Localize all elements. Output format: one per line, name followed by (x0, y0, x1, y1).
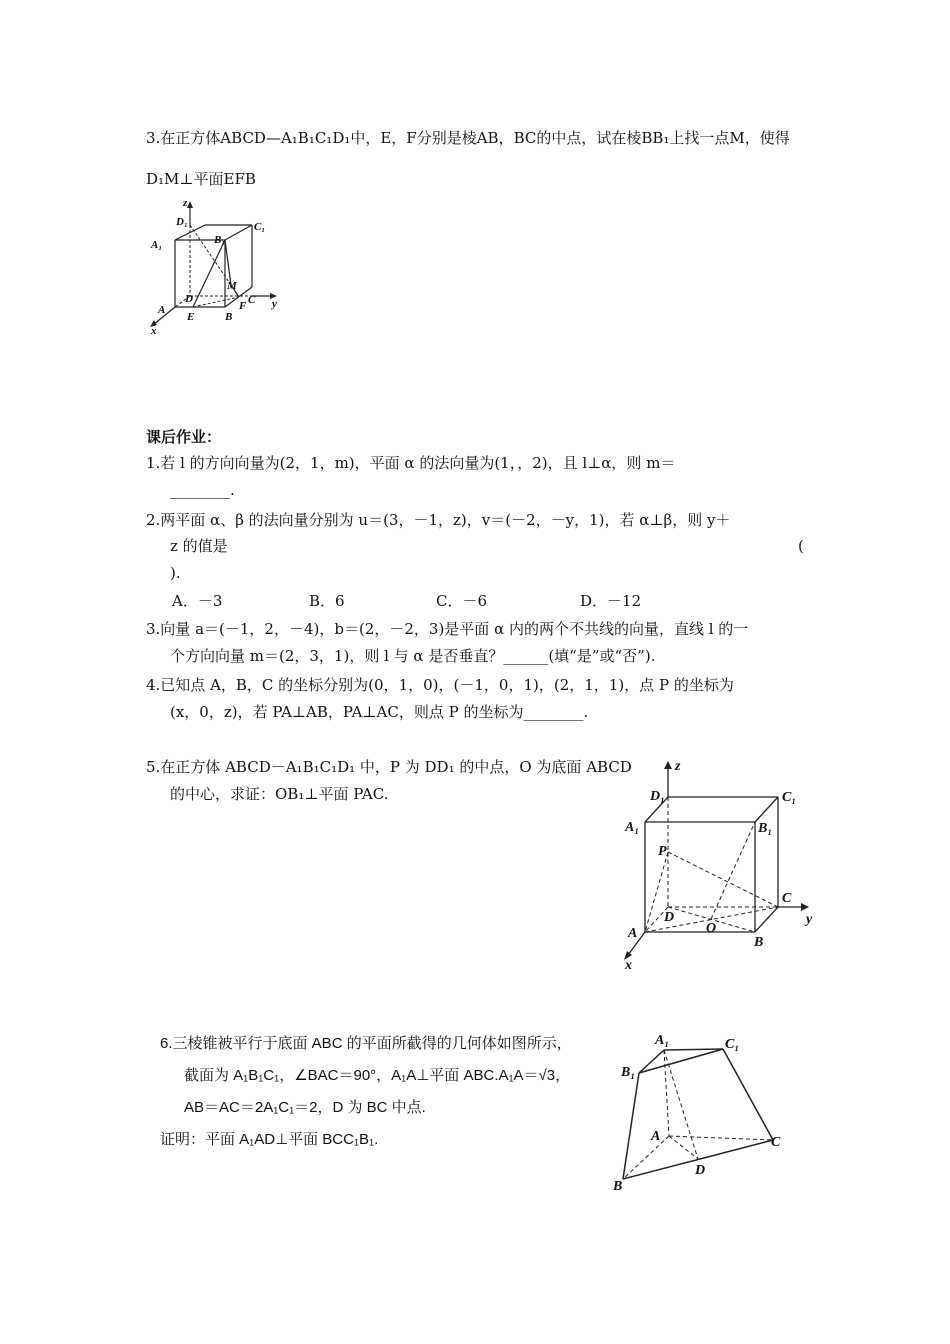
q4-line2: (x，0，z)，若 PA⊥AB，PA⊥AC，则点 P 的坐标为________. (170, 703, 589, 721)
fig2-label-c: C (782, 891, 792, 906)
fig1-label-y: y (272, 298, 277, 310)
fig2-label-d: D (664, 910, 675, 925)
q2-option-b: B．6 (309, 592, 345, 610)
q2-option-c: C．－6 (436, 592, 488, 610)
fig1-label-d: D (185, 293, 193, 305)
fig3-label-a1: A₁ (655, 1033, 670, 1048)
fig2-label-a1: A₁ (625, 820, 640, 835)
fig2-label-o: O (706, 921, 717, 936)
fig2-label-x: x (625, 958, 632, 973)
fig2-label-y: y (806, 912, 813, 927)
problem3-line2: D₁M⊥平面EFB (146, 170, 256, 188)
fig2-label-d1: D₁ (650, 789, 665, 804)
q1-line2: ________. (170, 481, 235, 499)
q6-line1: 6.三棱锥被平行于底面 ABC 的平面所截得的几何体如图所示， (160, 1035, 572, 1052)
fig2-label-z: z (675, 759, 681, 774)
q2-line1: 2.两平面 α、β 的法向量分别为 u＝(3，－1，z)，v＝(－2，－y，1)，若 α⊥β，则 y＋ (146, 511, 731, 529)
q6-line2: 截面为 A₁B₁C₁，∠BAC＝90°，A₁A⊥平面 ABC.A₁A＝√3， (184, 1067, 571, 1084)
fig2-label-b: B (754, 935, 764, 950)
q6-line4: 证明：平面 A₁AD⊥平面 BCC₁B₁. (160, 1131, 379, 1148)
fig1-label-e: E (187, 311, 195, 323)
fig1-label-f: F (239, 300, 247, 312)
q3-line1: 3.向量 a＝(－1，2，－4)，b＝(2，－2，3)是平面 α 内的两个不共线的向量，直线 l 的一 (146, 620, 749, 638)
homework-title: 课后作业： (146, 428, 222, 446)
problem3-line1: 3.在正方体ABCD—A₁B₁C₁D₁中，E，F分别是棱AB，BC的中点，试在棱BB₁上找一点M，使得 (146, 129, 790, 147)
q2-line2: z 的值是 (170, 537, 228, 555)
q1-line1: 1.若 l 的方向向量为(2，1，m)，平面 α 的法向量为(1，，2)，且 l⊥α，则 m＝ (146, 454, 676, 472)
q2-paren-open: ( (798, 537, 804, 555)
q6-line3: AB＝AC＝2A₁C₁＝2，D 为 BC 中点. (184, 1099, 426, 1116)
figure-cube-pao (620, 755, 820, 973)
q2-option-d: D．－12 (580, 592, 642, 610)
q5-line2: 的中心，求证：OB₁⊥平面 PAC. (170, 785, 389, 803)
fig1-label-a: A (158, 304, 166, 316)
fig3-label-d: D (695, 1163, 706, 1178)
fig1-label-b1: B₁ (214, 234, 226, 246)
figure-cube-m (145, 195, 285, 335)
fig1-label-z: z (183, 197, 188, 209)
fig3-label-a: A (651, 1129, 661, 1144)
fig2-label-a: A (628, 926, 638, 941)
fig3-label-c: C (771, 1135, 781, 1150)
fig1-label-b: B (225, 311, 233, 323)
fig3-label-b: B (613, 1179, 623, 1194)
q2-option-a: A．－3 (172, 592, 223, 610)
fig1-label-c1: C₁ (254, 221, 266, 233)
fig3-label-c1: C₁ (725, 1037, 740, 1052)
q3-line2: 个方向向量 m＝(2，3，1)，则 l 与 α 是否垂直？______(填“是”或“否”). (170, 647, 656, 665)
fig2-label-b1: B₁ (758, 821, 773, 836)
fig1-label-m: M (227, 280, 237, 292)
fig1-label-c: C (248, 294, 256, 306)
q5-line1: 5.在正方体 ABCD－A₁B₁C₁D₁ 中，P 为 DD₁ 的中点，O 为底面 ABCD (146, 758, 632, 776)
fig1-label-x: x (151, 325, 157, 337)
q2-paren-close: ). (170, 564, 181, 582)
fig3-label-b1: B₁ (621, 1065, 636, 1080)
q4-line1: 4.已知点 A，B，C 的坐标分别为(0，1，0)，(－1，0，1)，(2，1，1)，点 P 的坐标为 (146, 676, 734, 694)
fig2-label-c1: C₁ (782, 790, 797, 805)
fig2-label-p: P (658, 844, 667, 859)
fig1-label-d1: D₁ (176, 216, 188, 228)
fig1-label-a1: A₁ (151, 239, 163, 251)
figure-frustum (613, 1028, 793, 1193)
